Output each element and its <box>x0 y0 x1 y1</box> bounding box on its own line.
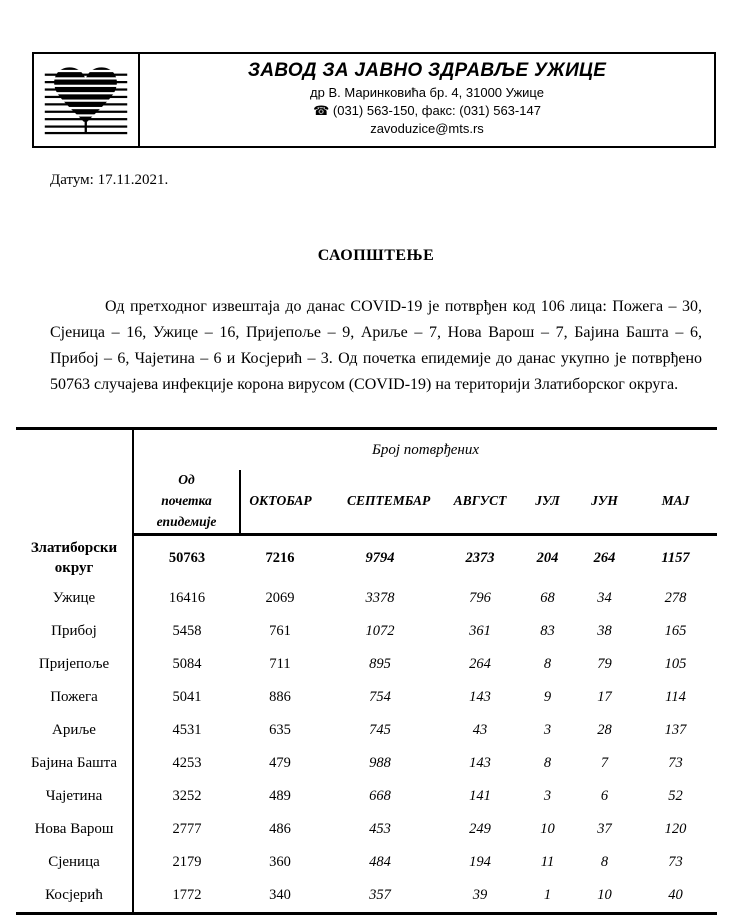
value-cell: 8 <box>543 655 552 672</box>
value-cell: 68 <box>540 589 555 606</box>
table-row <box>16 747 717 780</box>
value-cell: 204 <box>536 550 559 567</box>
letterhead-text <box>140 54 714 146</box>
value-cell: 17 <box>597 688 612 705</box>
table-row <box>16 879 717 914</box>
col-header-may: МАЈ <box>634 470 717 534</box>
value-cell: 38 <box>597 622 612 639</box>
covid-table-body <box>16 534 717 913</box>
org-title: ЗАВОД ЗА ЈАВНО ЗДРАВЉЕ УЖИЦЕ <box>247 60 607 81</box>
org-address: др В. Маринковића бр. 4, 31000 Ужице <box>310 85 544 100</box>
region-name: Чајетина <box>16 780 133 813</box>
value-cell: 796 <box>469 589 491 606</box>
value-cell: 635 <box>269 721 291 738</box>
value-cell: 1 <box>543 886 552 903</box>
table-row <box>16 648 717 681</box>
org-phone-fax: (031) 563-150, факс: (031) 563-147 <box>332 103 541 118</box>
value-cell: 28 <box>597 721 612 738</box>
value-cell: 264 <box>469 655 491 672</box>
value-cell: 73 <box>668 853 683 870</box>
value-cell: 278 <box>664 589 687 606</box>
value-cell: 37 <box>597 820 612 837</box>
value-cell: 16416 <box>168 589 206 606</box>
value-cell: 360 <box>269 853 291 870</box>
region-name: Косјерић <box>16 879 133 914</box>
value-cell: 11 <box>540 853 555 870</box>
region-name: Бајина Башта <box>16 747 133 780</box>
value-cell: 8 <box>543 754 552 771</box>
col-header-july: ЈУЛ <box>520 470 575 534</box>
value-cell: 361 <box>469 622 491 639</box>
region-name: Сјеница <box>16 846 133 879</box>
value-cell: 3 <box>543 787 552 804</box>
value-cell: 10 <box>540 820 555 837</box>
value-cell: 143 <box>469 754 491 771</box>
value-cell: 3252 <box>172 787 202 804</box>
value-cell: 5084 <box>172 655 202 672</box>
value-cell: 4531 <box>172 721 202 738</box>
value-cell: 745 <box>369 721 391 738</box>
value-cell: 2179 <box>172 853 202 870</box>
value-cell: 249 <box>469 820 491 837</box>
group-header-row <box>16 429 717 471</box>
col-header-october: ОКТОБАР <box>240 470 320 534</box>
value-cell: 886 <box>269 688 291 705</box>
value-cell: 4253 <box>172 754 202 771</box>
col-header-august: АВГУСТ <box>440 470 520 534</box>
value-cell: 50763 <box>168 550 206 567</box>
value-cell: 5041 <box>172 688 202 705</box>
value-cell: 2777 <box>172 820 202 837</box>
value-cell: 668 <box>369 787 391 804</box>
value-cell: 2069 <box>265 589 295 606</box>
value-cell: 754 <box>369 688 391 705</box>
table-row <box>16 681 717 714</box>
value-cell: 9 <box>543 688 552 705</box>
value-cell: 3378 <box>365 589 395 606</box>
value-cell: 711 <box>269 655 291 672</box>
value-cell: 2373 <box>465 550 495 567</box>
value-cell: 34 <box>597 589 612 606</box>
table-row <box>16 615 717 648</box>
value-cell: 486 <box>269 820 291 837</box>
region-name: Ариље <box>16 714 133 747</box>
value-cell: 137 <box>664 721 687 738</box>
value-cell: 9794 <box>365 550 395 567</box>
value-cell: 8 <box>600 853 609 870</box>
value-cell: 453 <box>369 820 391 837</box>
value-cell: 761 <box>269 622 291 639</box>
value-cell: 1157 <box>661 550 690 567</box>
value-cell: 895 <box>369 655 391 672</box>
value-cell: 10 <box>597 886 612 903</box>
col-header-september: СЕПТЕМБАР <box>320 470 440 534</box>
region-name: Пожега <box>16 681 133 714</box>
table-row <box>16 813 717 846</box>
value-cell: 105 <box>664 655 687 672</box>
region-name: Прибој <box>16 615 133 648</box>
col-header-june: ЈУН <box>575 470 634 534</box>
table-row <box>16 780 717 813</box>
org-email: zavoduzice@mts.rs <box>370 121 484 136</box>
table-row <box>16 846 717 879</box>
value-cell: 988 <box>369 754 391 771</box>
value-cell: 3 <box>543 721 552 738</box>
value-cell: 7 <box>600 754 609 771</box>
value-cell: 114 <box>665 688 686 705</box>
value-cell: 143 <box>469 688 491 705</box>
region-name: Ужице <box>16 582 133 615</box>
region-name: Златиборски округ <box>16 534 133 582</box>
table-header <box>16 429 717 535</box>
value-cell: 39 <box>472 886 488 903</box>
value-cell: 5458 <box>172 622 202 639</box>
value-cell: 79 <box>597 655 612 672</box>
value-cell: 479 <box>269 754 291 771</box>
col-header-since-start: Од почетка епидемије <box>133 470 240 534</box>
value-cell: 340 <box>269 886 291 903</box>
date-line: Датум: 17.11.2021. <box>50 172 169 188</box>
value-cell: 489 <box>269 787 291 804</box>
value-cell: 83 <box>540 622 555 639</box>
table-row <box>16 582 717 615</box>
value-cell: 52 <box>668 787 683 804</box>
value-cell: 141 <box>469 787 491 804</box>
logo-cell <box>34 54 140 146</box>
value-cell: 1772 <box>172 886 202 903</box>
region-name: Пријепоље <box>16 648 133 681</box>
document-heading: САОПШТЕЊЕ <box>317 247 435 264</box>
value-cell: 357 <box>369 886 391 903</box>
covid-table <box>16 427 717 915</box>
value-cell: 120 <box>664 820 687 837</box>
table-row <box>16 714 717 747</box>
value-cell: 43 <box>472 721 488 738</box>
value-cell: 7216 <box>265 550 295 567</box>
region-column-header <box>16 429 133 535</box>
group-header: Број потврђених <box>371 441 480 458</box>
region-name: Нова Варош <box>16 813 133 846</box>
table-row <box>16 534 717 582</box>
value-cell: 194 <box>469 853 491 870</box>
letterhead <box>32 52 716 148</box>
value-cell: 264 <box>593 550 616 567</box>
value-cell: 40 <box>668 886 683 903</box>
value-cell: 165 <box>664 622 687 639</box>
phone-icon: ☎ <box>313 103 330 118</box>
org-phone-line <box>140 103 714 119</box>
value-cell: 484 <box>369 853 391 870</box>
value-cell: 1072 <box>365 622 395 639</box>
value-cell: 6 <box>600 787 609 804</box>
value-cell: 73 <box>668 754 683 771</box>
striped-heart-logo <box>42 59 130 141</box>
report-paragraph: Од претходног извештаја до данас COVID-19 је потврђен код 106 лица: Пожега – 30, Сјеница – 16, Ужице – 16, Пријепоље – 9, Ариље – 7, Нова Варош – 7, Бајина Башта – 6, Прибој – 6, Чајетина – 6 и Косјерић – 3. Од почетка епидемије до данас укупно је потврђено 50763 случајева инфекције корона вирусом (COVID-19) на територији Златиборског округа. <box>50 298 702 393</box>
